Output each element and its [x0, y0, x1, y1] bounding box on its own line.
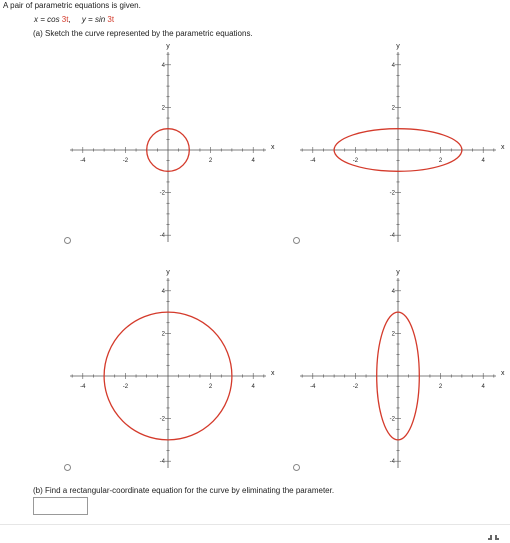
y-tick-label: 2: [391, 105, 395, 112]
x-tick-label: 4: [481, 158, 485, 164]
x-tick-label: -4: [310, 158, 316, 164]
x-axis-label: x: [500, 370, 505, 377]
x-tick-label: 4: [481, 384, 485, 390]
graph-option-c: [65, 268, 275, 468]
answer-input[interactable]: [33, 497, 88, 515]
y-tick-label: 2: [161, 331, 165, 338]
y-tick-label: -2: [159, 190, 165, 197]
x-tick-label: 2: [438, 384, 443, 390]
graph-option-a: [65, 42, 275, 242]
part-b-prompt: (b) Find a rectangular-coordinate equation for the curve by eliminating the parameter.: [33, 486, 335, 495]
x-tick-label: -2: [122, 384, 129, 390]
y-tick-label: -4: [159, 459, 165, 466]
y-tick-label: 4: [161, 288, 165, 295]
y-tick-label: -2: [159, 416, 165, 423]
y-equation: [82, 15, 114, 24]
x-tick-label: 2: [438, 158, 443, 164]
x-tick-label: -4: [80, 384, 86, 390]
y-tick-label: 4: [391, 288, 395, 295]
y-axis-label: y: [396, 43, 400, 51]
x-axis-label: x: [270, 144, 275, 151]
x-tick-label: -2: [122, 158, 129, 164]
y-tick-label: 2: [391, 331, 395, 338]
y-tick-label: 4: [161, 62, 165, 69]
x-equation-red: 3t: [61, 15, 69, 24]
radio-option-b[interactable]: [293, 237, 300, 244]
x-tick-label: -4: [310, 384, 316, 390]
x-tick-label: 2: [208, 384, 213, 390]
radio-option-c[interactable]: [64, 464, 71, 471]
y-axis-label: y: [396, 269, 400, 277]
parametric-equations: [34, 15, 114, 24]
y-equation-red: 3t: [107, 15, 115, 24]
y-tick-label: -2: [389, 416, 395, 423]
x-axis-label: x: [500, 144, 505, 151]
y-axis-label: y: [166, 269, 170, 277]
x-equation: [34, 15, 71, 24]
y-tick-label: -4: [389, 233, 395, 240]
footer-divider: [0, 524, 510, 525]
question-intro: A pair of parametric equations is given.: [3, 1, 141, 10]
y-tick-label: -2: [389, 190, 395, 197]
x-tick-label: -4: [80, 158, 86, 164]
y-axis-label: y: [166, 43, 170, 51]
x-tick-label: -2: [352, 158, 359, 164]
resize-grip-icon: [487, 533, 501, 541]
y-tick-label: 4: [391, 62, 395, 69]
x-tick-label: -2: [352, 384, 359, 390]
x-tick-label: 2: [208, 158, 213, 164]
x-equation-prefix: x = cos: [34, 15, 62, 24]
radio-option-d[interactable]: [293, 464, 300, 471]
y-tick-label: -4: [389, 459, 395, 466]
graph-option-d: [295, 268, 505, 468]
graph-option-b: [295, 42, 505, 242]
y-tick-label: 2: [161, 105, 165, 112]
radio-option-a[interactable]: [64, 237, 71, 244]
x-tick-label: 4: [251, 158, 255, 164]
x-axis-label: x: [270, 370, 275, 377]
x-equation-suffix: ,: [68, 15, 71, 24]
y-tick-label: -4: [159, 233, 165, 240]
part-a-prompt: (a) Sketch the curve represented by the parametric equations.: [33, 29, 253, 38]
x-tick-label: 4: [251, 384, 255, 390]
y-equation-prefix: y = sin: [81, 15, 108, 24]
